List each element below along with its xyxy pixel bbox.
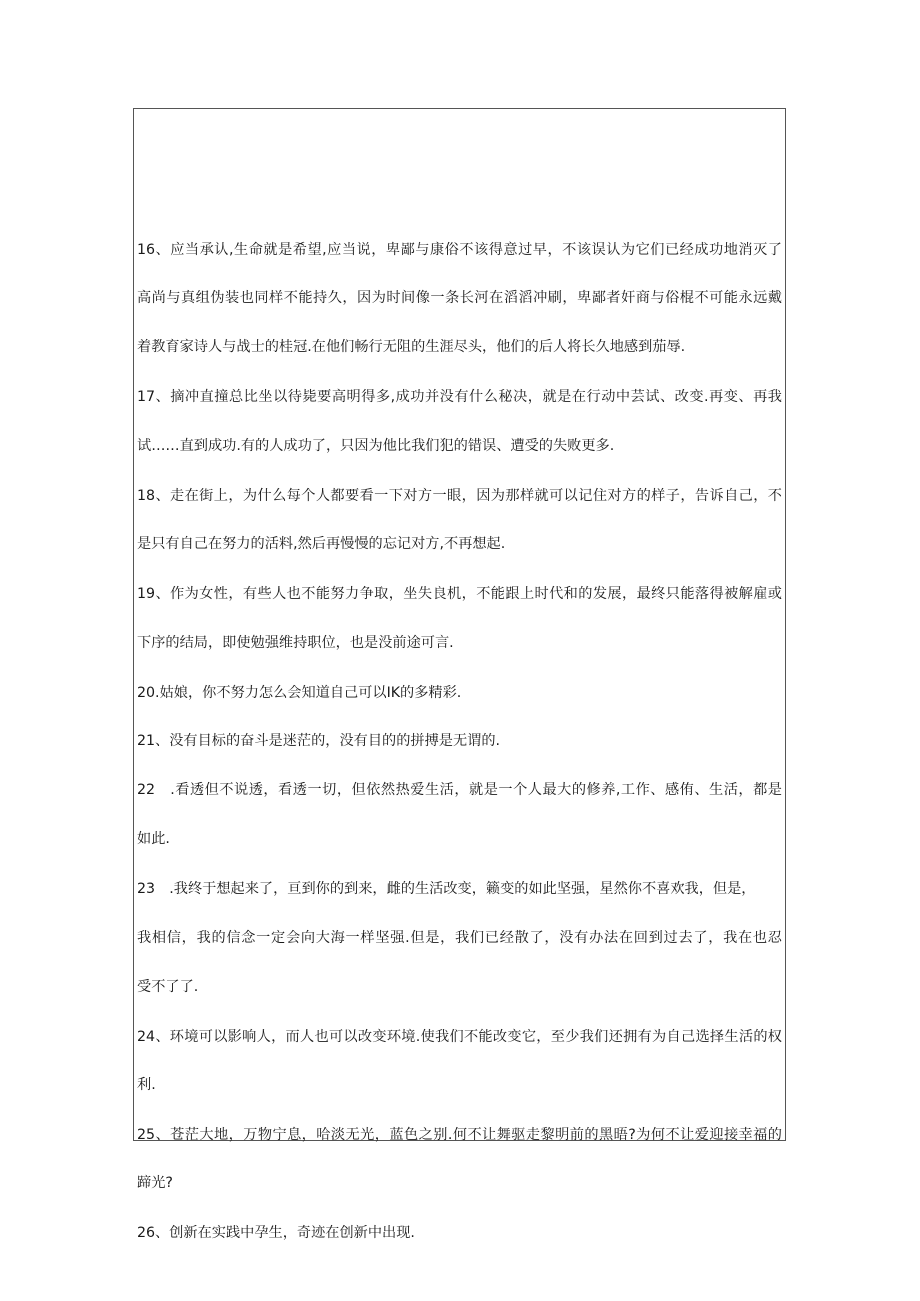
text-line: 19、作为女性，有些人也不能努力争取，坐失良机，不能跟上时代和的发展，最终只能落得被解雇或: [137, 586, 782, 602]
text-line: 高尚与真组伪装也同样不能持久，因为时间像一条长河在滔滔冲刷，卑鄙者奸商与俗棍不可能永远戴: [137, 290, 782, 306]
text-line: 18、走在街上，为什么每个人都要看一下对方一眼，因为那样就可以记住对方的样子，告诉自己，不: [137, 488, 782, 504]
text-line: 20.姑娘，你不努力怎么会知道自己可以IK的多精彩.: [137, 685, 462, 701]
text-line: 受不了了.: [137, 979, 199, 995]
text-line: 25、苍茫大地，万物宁息，哈淡无光，蓝色之别.何不让舞驱走黎明前的黑晤?为何不让爱迎接幸福的: [137, 1127, 782, 1143]
text-line: 着教育家诗人与战士的桂冠.在他们畅行无阻的生涯尽头，他们的后人将长久地感到茄辱.: [137, 339, 686, 355]
text-line: 17、摘冲直撞总比坐以待毙要高明得多,成功并没有什么秘决，就是在行动中芸试、改变.再变、再我: [137, 389, 782, 405]
text-line: 26、创新在实践中孕生，奇迹在创新中出现.: [137, 1225, 415, 1241]
text-line: 23 .我终于想起来了，亘到你的到来，雌的生活改变，籁变的如此坚强，星然你不喜欢我，但是，: [137, 881, 756, 897]
text-line: 21、没有目标的奋斗是迷茫的，没有目的的拼搏是无谓的.: [137, 733, 501, 749]
text-line: 是只有自己在努力的活料,然后再慢慢的忘记对方,不再想起.: [137, 536, 506, 552]
text-line: 如此.: [137, 831, 170, 847]
text-line: 蹄光?: [137, 1175, 173, 1191]
text-line: 试……直到成功.有的人成功了，只因为他比我们犯的错误、遭受的失败更多.: [137, 438, 615, 454]
text-line: 下序的结局，即使勉强维持职位，也是没前途可言.: [137, 635, 454, 651]
text-line: 22 .看透但不说透，看透一切，但依然热爱生活，就是一个人最大的修养,工作、感侑、生活，都是: [137, 782, 782, 798]
text-line: 我相信，我的信念一定会向大海一样坚强.但是，我们已经散了，没有办法在回到过去了，我在也忍: [137, 930, 782, 946]
text-line: 16、应当承认,生命就是希望,应当说，卑鄙与康俗不该得意过早，不该误认为它们已经成功地消灭了: [137, 242, 782, 258]
text-line: 利.: [137, 1077, 156, 1093]
text-line: 24、环境可以影响人，而人也可以改变环境.使我们不能改变它，至少我们还拥有为自己选择生活的权: [137, 1029, 782, 1045]
